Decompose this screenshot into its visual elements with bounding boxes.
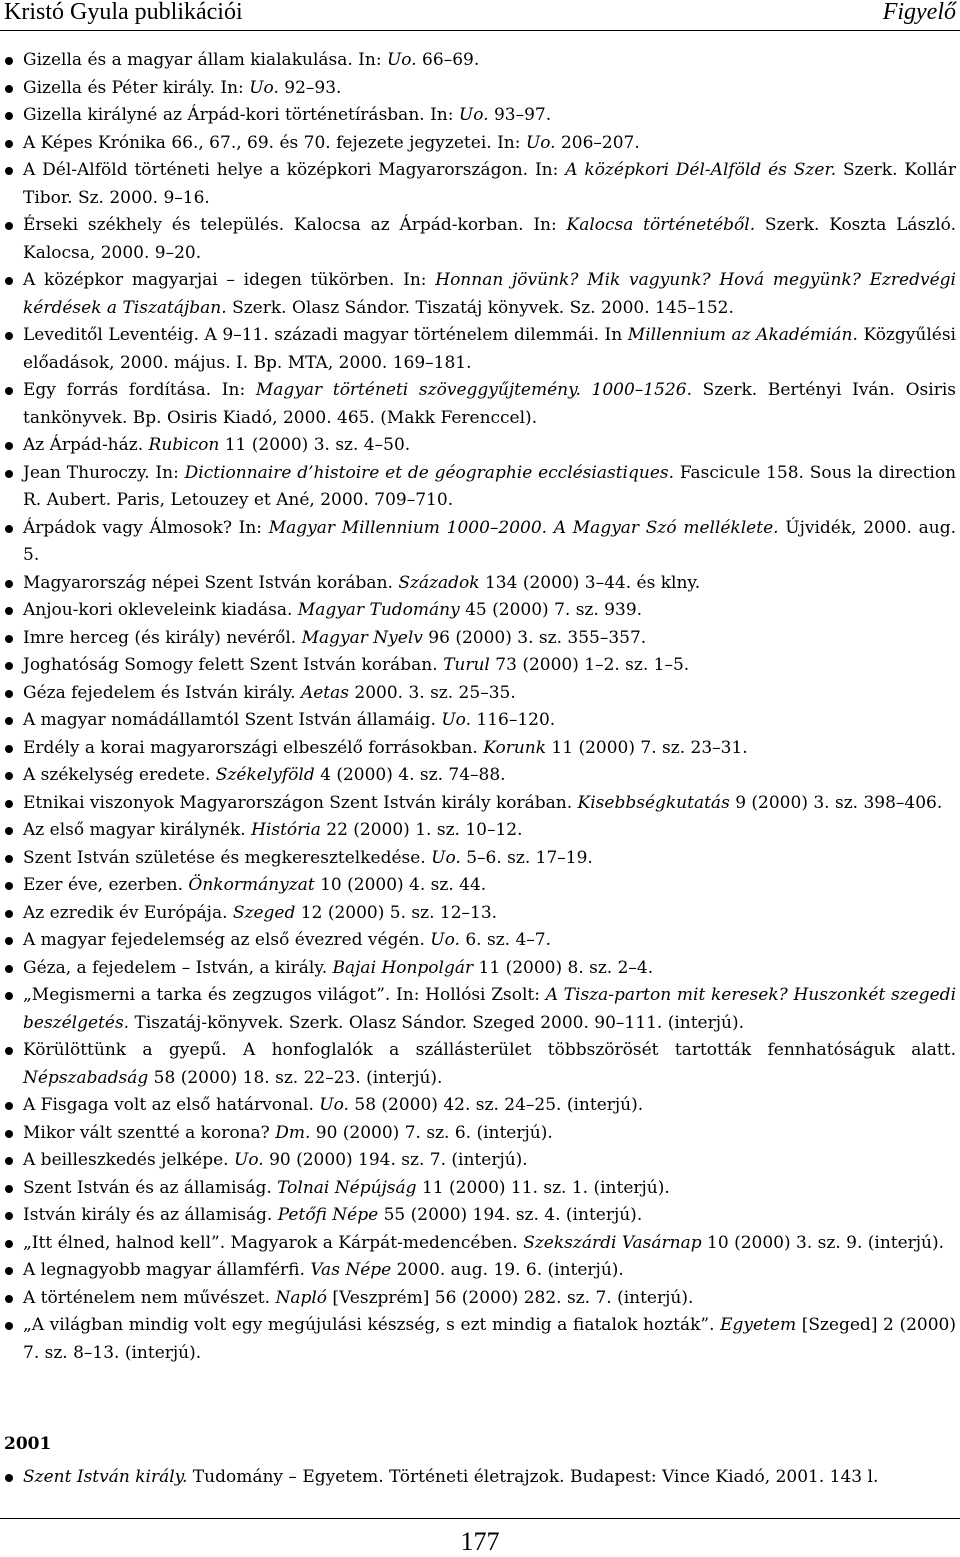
list-item: Az első magyar királynék. História 22 (2000) 1. sz. 10–12. (0, 817, 960, 845)
list-item: A magyar nomádállamtól Szent István államáig. Uo. 116–120. (0, 707, 960, 735)
list-item: A középkor magyarjai – idegen tükörben. In: Honnan jövünk? Mik vagyunk? Hová megyünk? Ezredvégi kérdések a Tiszatájban. Szerk. Olasz Sándor. Tiszatáj könyvek. Sz. 2000. 145–152. (0, 267, 960, 322)
list-item: A magyar fejedelemség az első évezred végén. Uo. 6. sz. 4–7. (0, 927, 960, 955)
list-item: Imre herceg (és király) nevéről. Magyar Nyelv 96 (2000) 3. sz. 355–357. (0, 625, 960, 653)
list-item: Árpádok vagy Álmosok? In: Magyar Millennium 1000–2000. A Magyar Szó melléklete. Újvidék, 2000. aug. 5. (0, 515, 960, 570)
list-item: Géza fejedelem és István király. Aetas 2000. 3. sz. 25–35. (0, 680, 960, 708)
list-item: Gizella és Péter király. In: Uo. 92–93. (0, 75, 960, 103)
list-item: Leveditől Leventéig. A 9–11. századi magyar történelem dilemmái. In Millennium az Akadémián. Közgyűlési előadások, 2000. május. I. Bp. MTA, 2000. 169–181. (0, 322, 960, 377)
bibliography-list-2001 (0, 1464, 960, 1492)
list-item: A történelem nem művészet. Napló [Veszprém] 56 (2000) 282. sz. 7. (interjú). (0, 1285, 960, 1313)
list-item: „A világban mindig volt egy megújulási készség, s ezt mindig a fiatalok hozták”. Egyetem [Szeged] 2 (2000) 7. sz. 8–13. (interjú). (0, 1312, 960, 1367)
list-item: Gizella és a magyar állam kialakulása. In: Uo. 66–69. (0, 47, 960, 75)
list-item: Szent István király. Tudomány – Egyetem. Történeti életrajzok. Budapest: Vince Kiadó, 2001. 143 l. (0, 1464, 960, 1492)
header-title: Kristó Gyula publikációi (4, 0, 243, 25)
list-item: Szent István és az államiság. Tolnai Népújság 11 (2000) 11. sz. 1. (interjú). (0, 1175, 960, 1203)
bibliography-list-2000 (0, 47, 960, 1367)
list-item: Joghatóság Somogy felett Szent István korában. Turul 73 (2000) 1–2. sz. 1–5. (0, 652, 960, 680)
list-item: Erdély a korai magyarországi elbeszélő forrásokban. Korunk 11 (2000) 7. sz. 23–31. (0, 735, 960, 763)
list-item: Anjou-kori okleveleink kiadása. Magyar Tudomány 45 (2000) 7. sz. 939. (0, 597, 960, 625)
list-item: A Fisgaga volt az első határvonal. Uo. 58 (2000) 42. sz. 24–25. (interjú). (0, 1092, 960, 1120)
list-item: Gizella királyné az Árpád-kori történetírásban. In: Uo. 93–97. (0, 102, 960, 130)
list-item: A Dél-Alföld történeti helye a középkori Magyarországon. In: A középkori Dél-Alföld és Szer. Szerk. Kollár Tibor. Sz. 2000. 9–16. (0, 157, 960, 212)
list-item: A legnagyobb magyar államférfi. Vas Népe 2000. aug. 19. 6. (interjú). (0, 1257, 960, 1285)
list-item: Etnikai viszonyok Magyarországon Szent István király korában. Kisebbségkutatás 9 (2000) 3. sz. 398–406. (0, 790, 960, 818)
header-section: Figyelő (882, 0, 956, 25)
page-header (0, 0, 960, 31)
list-item: Az Árpád-ház. Rubicon 11 (2000) 3. sz. 4–50. (0, 432, 960, 460)
list-item: Az ezredik év Európája. Szeged 12 (2000) 5. sz. 12–13. (0, 900, 960, 928)
list-item: Körülöttünk a gyepű. A honfoglalók a szállásterület többszörösét tartották fennhatóságuk alatt. Népszabadság 58 (2000) 18. sz. 22–23. (interjú). (0, 1037, 960, 1092)
list-item: A Képes Krónika 66., 67., 69. és 70. fejezete jegyzetei. In: Uo. 206–207. (0, 130, 960, 158)
list-item: István király és az államiság. Petőfi Népe 55 (2000) 194. sz. 4. (interjú). (0, 1202, 960, 1230)
list-item: Magyarország népei Szent István korában. Századok 134 (2000) 3–44. és klny. (0, 570, 960, 598)
list-item: Érseki székhely és település. Kalocsa az Árpád-korban. In: Kalocsa történetéből. Szerk. Koszta László. Kalocsa, 2000. 9–20. (0, 212, 960, 267)
list-item: Egy forrás fordítása. In: Magyar történeti szöveggyűjtemény. 1000–1526. Szerk. Bertényi Iván. Osiris tankönyvek. Bp. Osiris Kiadó, 2000. 465. (Makk Ferenccel). (0, 377, 960, 432)
list-item: Géza, a fejedelem – István, a király. Bajai Honpolgár 11 (2000) 8. sz. 2–4. (0, 955, 960, 983)
list-item: „Megismerni a tarka és zegzugos világot”. In: Hollósi Zsolt: A Tisza-parton mit keresek? Huszonkét szegedi beszélgetés. Tiszatáj-könyvek. Szerk. Olasz Sándor. Szeged 2000. 90–111. (interjú). (0, 982, 960, 1037)
year-heading: 2001 (4, 1434, 52, 1454)
footer-rule (0, 1518, 960, 1519)
list-item: Jean Thuroczy. In: Dictionnaire d’histoire et de géographie ecclésiastiques. Fascicule 158. Sous la direction R. Aubert. Paris, Letouzey et Ané, 2000. 709–710. (0, 460, 960, 515)
list-item: Mikor vált szentté a korona? Dm. 90 (2000) 7. sz. 6. (interjú). (0, 1120, 960, 1148)
list-item: „Itt élned, halnod kell”. Magyarok a Kárpát-medencében. Szekszárdi Vasárnap 10 (2000) 3. sz. 9. (interjú). (0, 1230, 960, 1258)
page-number: 177 (460, 1527, 500, 1556)
list-item: A székelység eredete. Székelyföld 4 (2000) 4. sz. 74–88. (0, 762, 960, 790)
list-item: Ezer éve, ezerben. Önkormányzat 10 (2000) 4. sz. 44. (0, 872, 960, 900)
list-item: Szent István születése és megkeresztelkedése. Uo. 5–6. sz. 17–19. (0, 845, 960, 873)
list-item: A beilleszkedés jelképe. Uo. 90 (2000) 194. sz. 7. (interjú). (0, 1147, 960, 1175)
